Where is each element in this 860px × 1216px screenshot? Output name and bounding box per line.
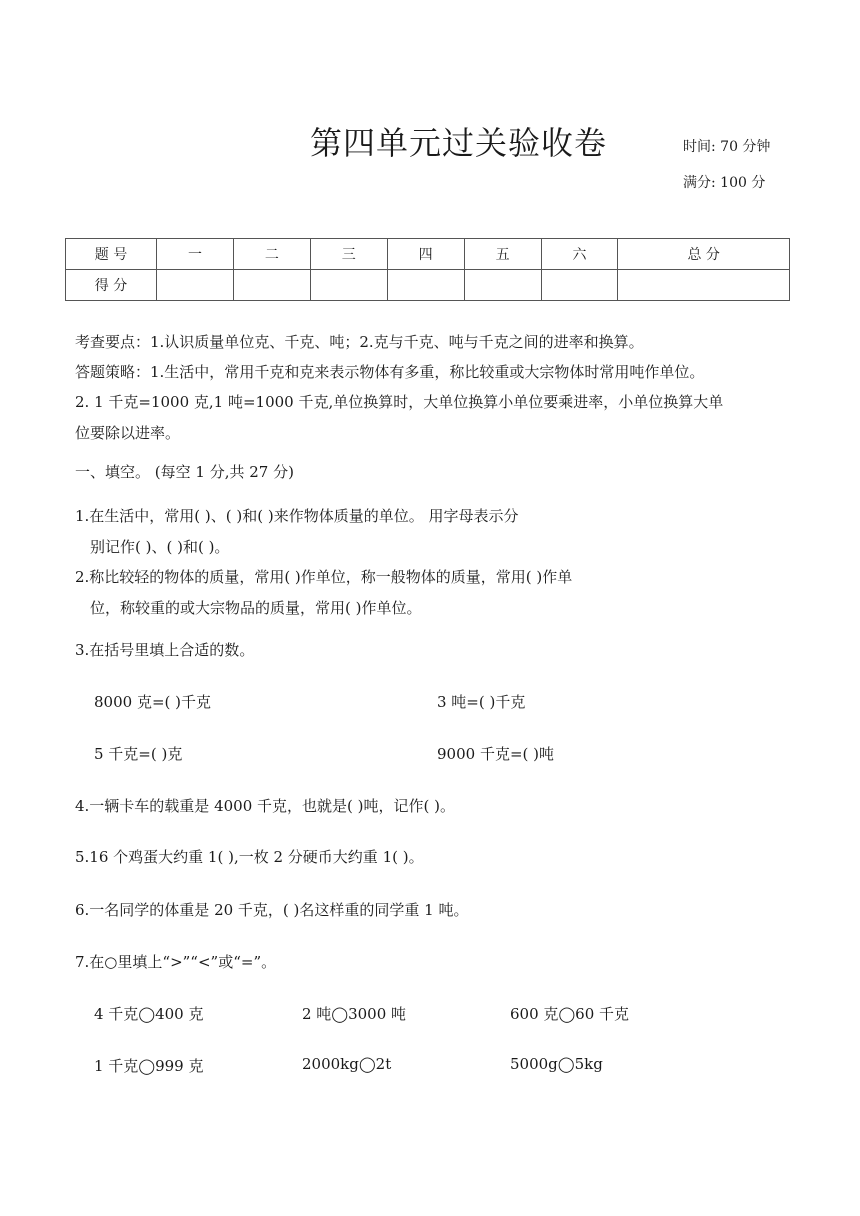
score-cell[interactable] (618, 270, 790, 301)
question-4: 4.一辆卡车的载重是 4000 千克，也就是( )吨，记作( )。 (75, 797, 455, 815)
score-table-header-cell: 四 (387, 239, 464, 270)
score-table-header-cell: 五 (464, 239, 541, 270)
question-7-item: 4 千克◯400 克 (94, 1005, 204, 1023)
question-6: 6.一名同学的体重是 20 千克，( )名这样重的同学重 1 吨。 (75, 901, 469, 919)
score-row-label: 得 分 (66, 270, 157, 301)
question-7: 7.在○里填上“>”“<”或“=”。 (75, 953, 277, 971)
section-heading: 一、填空。 (每空 1 分,共 27 分) (75, 463, 294, 481)
time-limit: 时间: 70 分钟 (683, 139, 771, 155)
question-3-item: 9000 千克=( )吨 (437, 745, 554, 763)
question-7-item: 5000g◯5kg (510, 1055, 603, 1073)
score-table-header-cell: 题 号 (66, 239, 157, 270)
key-points: 考查要点：1.认识质量单位克、千克、吨；2.克与千克、吨与千克之间的进率和换算。 (75, 333, 644, 351)
score-cell[interactable] (387, 270, 464, 301)
score-cell[interactable] (157, 270, 234, 301)
question-3-item: 5 千克=( )克 (94, 745, 183, 763)
question-3: 3.在括号里填上合适的数。 (75, 641, 255, 659)
question-1-line-2: 别记作( )、( )和( )。 (90, 538, 230, 556)
score-table-header-cell: 二 (233, 239, 310, 270)
question-2-line-1: 2.称比较轻的物体的质量，常用( )作单位，称一般物体的质量，常用( )作单 (75, 568, 573, 586)
question-3-item: 8000 克=( )千克 (94, 693, 211, 711)
score-cell[interactable] (310, 270, 387, 301)
question-2-line-2: 位，称较重的或大宗物品的质量，常用( )作单位。 (90, 599, 422, 617)
question-3-item: 3 吨=( )千克 (437, 693, 526, 711)
score-table-header-row (66, 239, 790, 270)
question-5: 5.16 个鸡蛋大约重 1( ),一枚 2 分硬币大约重 1( )。 (75, 848, 424, 866)
score-table (65, 238, 790, 301)
strategy-line-2: 2. 1 千克=1000 克,1 吨=1000 千克,单位换算时，大单位换算小单位要乘进率，小单位换算大单 (75, 393, 724, 411)
score-table-header-cell: 三 (310, 239, 387, 270)
question-1-line-1: 1.在生活中，常用( )、( )和( )来作物体质量的单位。 用字母表示分 (75, 507, 519, 525)
strategy-line-1: 答题策略：1.生活中，常用千克和克来表示物体有多重，称比较重或大宗物体时常用吨作单位。 (75, 363, 705, 381)
question-7-item: 1 千克◯999 克 (94, 1057, 204, 1075)
score-table-header-cell: 六 (541, 239, 618, 270)
page-title: 第四单元过关验收卷 (310, 124, 608, 162)
score-cell[interactable] (233, 270, 310, 301)
score-table-header-cell: 总 分 (618, 239, 790, 270)
score-cell[interactable] (464, 270, 541, 301)
score-table-header-cell: 一 (157, 239, 234, 270)
score-cell[interactable] (541, 270, 618, 301)
question-7-item: 2 吨◯3000 吨 (302, 1005, 407, 1023)
score-table-score-row (66, 270, 790, 301)
question-7-item: 2000kg◯2t (302, 1055, 392, 1073)
question-7-item: 600 克◯60 千克 (510, 1005, 630, 1023)
full-score: 满分: 100 分 (683, 175, 766, 191)
strategy-line-3: 位要除以进率。 (75, 424, 181, 442)
